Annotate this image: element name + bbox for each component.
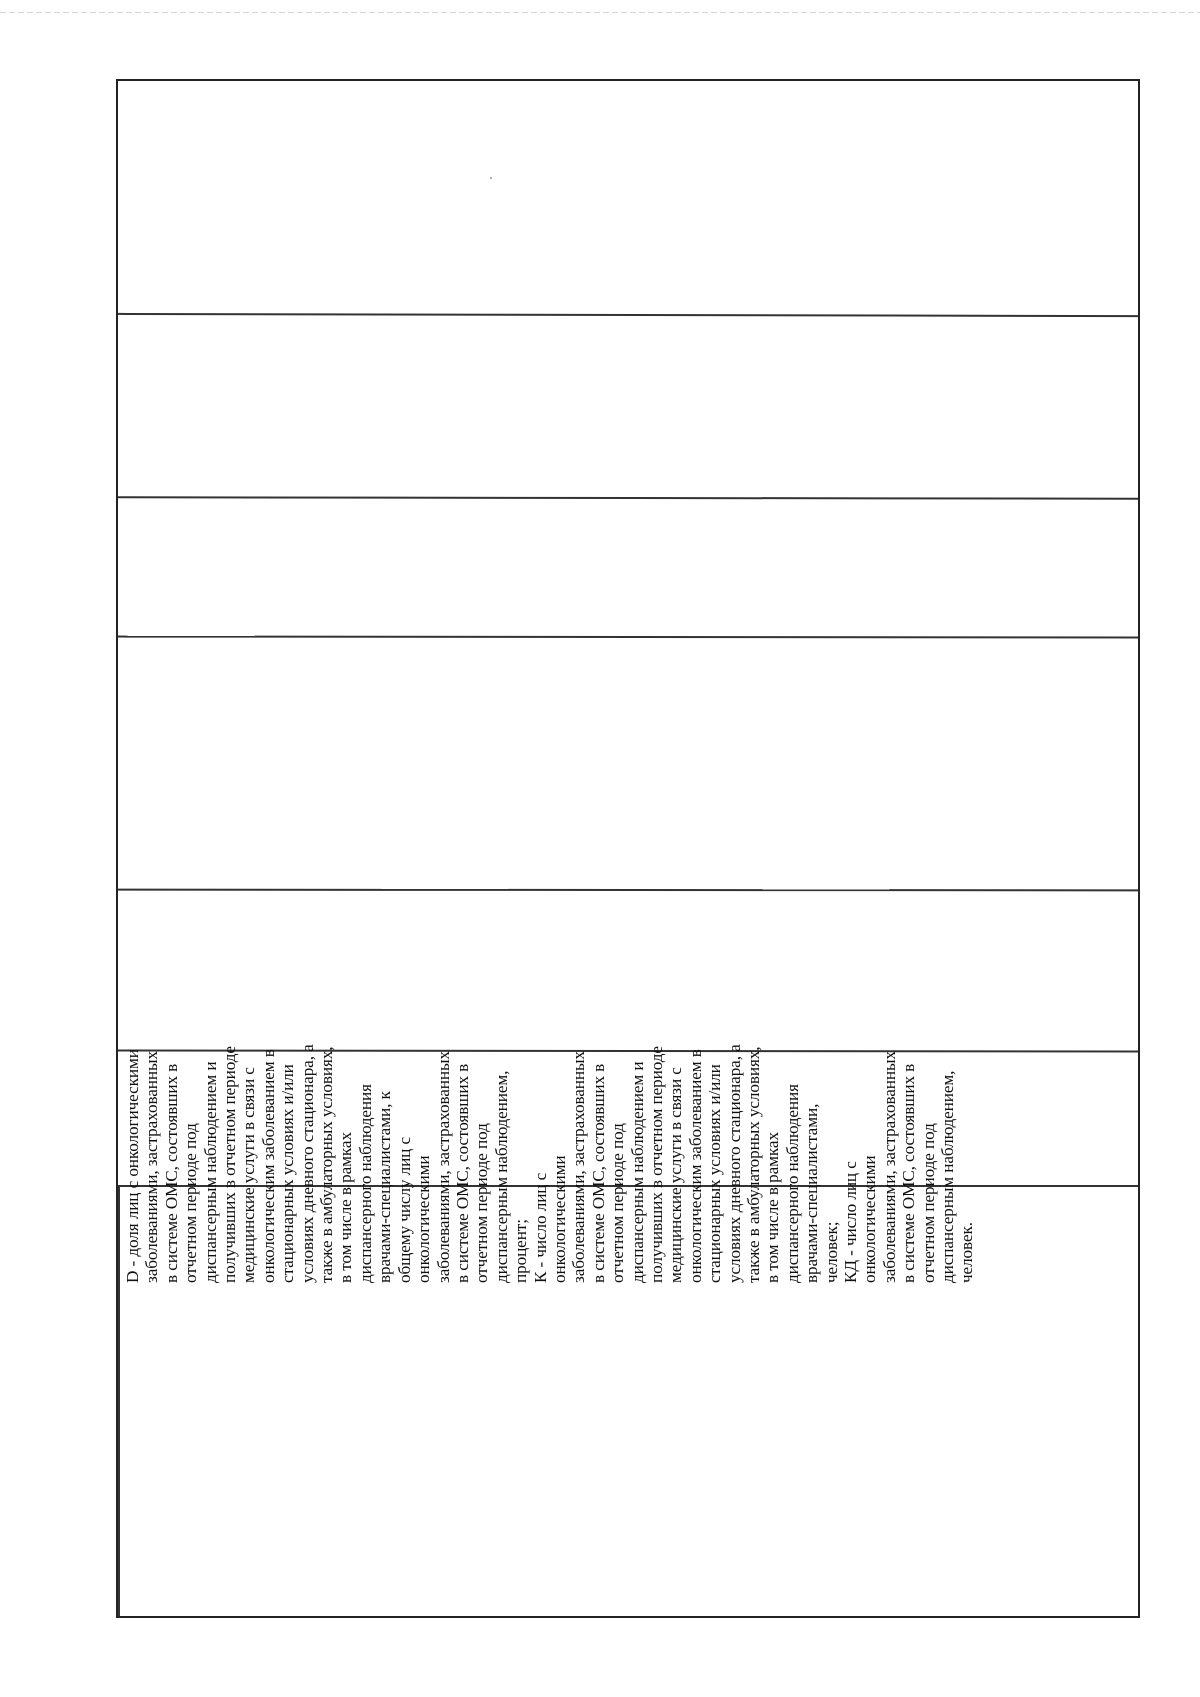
rotated-table [116, 79, 1140, 1618]
scan-speck [490, 177, 492, 179]
definitions-cell [121, 975, 1181, 1289]
definitions-text: D - доля лиц с онкологическими заболеваниями, застрахованных в системе ОМС, состоявших в отчетном периоде под диспансерным наблюдением и получивших в отчетном периоде медицинские услуги в связи с онкологическим заболеванием в стационарных условиях и/или условиях дневного стационара, а также в амбулаторных условиях, в том числе в рамках диспансерного наблюдения врачами-специалистами, к общему числу лиц с онкологическими заболеваниями, застрахованных в системе ОМС, состоявших в отчетном периоде под диспансерным наблюдением, процент; К - число лиц с онкологическими заболеваниями, застрахованных в системе ОМС, состоявших в отчетном периоде под диспансерным наблюдением и получивших в отчетном периоде медицинские услуги в связи с онкологическим заболеванием в стационарных условиях и/или условиях дневного стационара, а также в амбулаторных условиях, в том числе в рамках диспансерного наблюдения врачами-специалистами, человек; КД - число лиц с онкологическими заболеваниями, застрахованных в системе ОМС, состоявших в отчетном периоде под диспансерным наблюдением, человек. [123, 1044, 977, 1283]
table-divider-4 [118, 889, 1138, 891]
table-divider-3 [118, 636, 1138, 638]
scan-edge-line [0, 12, 1200, 13]
table-divider-2 [118, 496, 1138, 499]
table-divider-1 [118, 313, 1138, 317]
table-divider-first-column [118, 1185, 120, 1616]
